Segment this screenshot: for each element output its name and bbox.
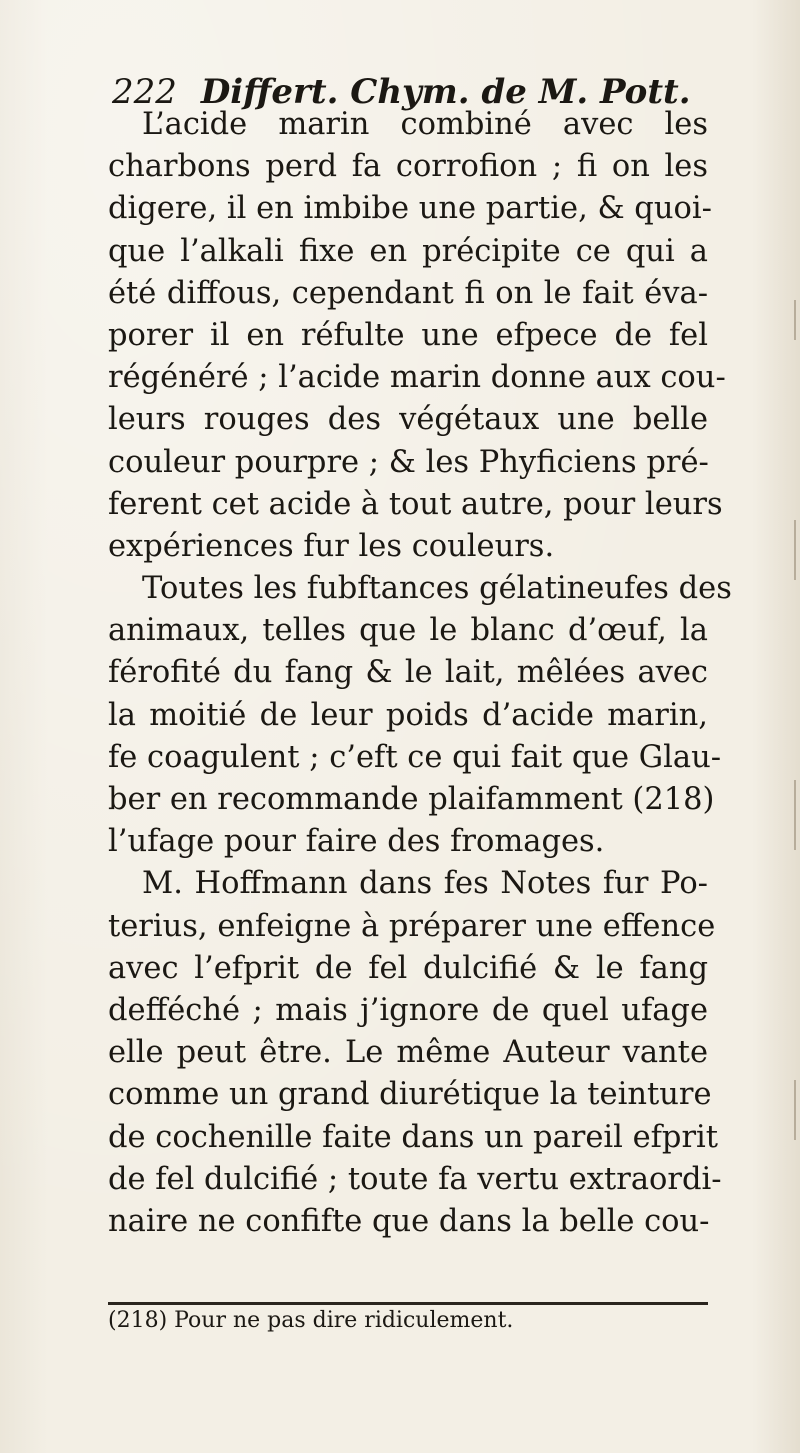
text-line: de fel dulcifié ; toute fa vertu extraordi- bbox=[108, 1161, 722, 1197]
text-line: férofité du fang & le lait, mêlées avec bbox=[108, 655, 708, 691]
footnote-rule bbox=[108, 1302, 708, 1305]
text-line: la moitié de leur poids d’acide marin, bbox=[108, 697, 708, 733]
text-line: que l’alkali fixe en précipite ce qui a bbox=[108, 233, 708, 269]
footnote: (218) Pour ne pas dire ridiculement. bbox=[108, 1308, 514, 1333]
text-line: naire ne confifte que dans la belle cou- bbox=[108, 1203, 710, 1239]
text-line: expériences fur les couleurs. bbox=[108, 528, 555, 564]
text-line: ferent cet acide à tout autre, pour leurs bbox=[108, 486, 723, 522]
text-line: l’ufage pour faire des fromages. bbox=[108, 824, 605, 860]
text-line: comme un grand diurétique la teinture bbox=[108, 1077, 712, 1113]
text-line: ber en recommande plaifamment (218) bbox=[108, 782, 715, 817]
text-line: animaux, telles que le blanc d’œuf, la bbox=[108, 613, 708, 649]
text-line: été diffous, cependant fi on le fait éva- bbox=[108, 275, 708, 311]
text-line: terius, enfeigne à préparer une effence bbox=[108, 908, 716, 944]
page-edge-mark bbox=[794, 1080, 796, 1140]
text-line: M. Hoffmann dans fes Notes fur Po- bbox=[142, 866, 708, 902]
body-text bbox=[108, 104, 732, 1243]
text-line: couleur pourpre ; & les Phyficiens pré- bbox=[108, 444, 709, 480]
text-line: régénéré ; l’acide marin donne aux cou- bbox=[108, 360, 726, 396]
text-line: digere, il en imbibe une partie, & quoi- bbox=[108, 191, 712, 227]
text-line: de cochenille faite dans un pareil efprit bbox=[108, 1119, 719, 1155]
text-line: charbons perd fa corrofion ; fi on les bbox=[108, 149, 708, 185]
running-title: Differt. Chym. de M. Pott. bbox=[200, 72, 691, 112]
text-line: avec l’efprit de fel dulcifié & le fang bbox=[108, 950, 708, 986]
page-edge-mark bbox=[794, 520, 796, 580]
text-line: leurs rouges des végétaux une belle bbox=[108, 402, 708, 438]
page-edge-mark bbox=[794, 300, 796, 340]
text-line: Toutes les fubftances gélatineufes des bbox=[142, 571, 732, 607]
text-line: porer il en réfulte une efpece de fel bbox=[108, 317, 708, 353]
page-number: 222 bbox=[112, 72, 177, 112]
page-edge-mark bbox=[794, 780, 796, 850]
text-line: elle peut être. Le même Auteur vante bbox=[108, 1035, 708, 1071]
text-line: L’acide marin combiné avec les bbox=[142, 107, 708, 142]
text-line: fe coagulent ; c’eft ce qui fait que Glau- bbox=[108, 739, 722, 775]
text-line: defféché ; mais j’ignore de quel ufage bbox=[108, 992, 708, 1028]
